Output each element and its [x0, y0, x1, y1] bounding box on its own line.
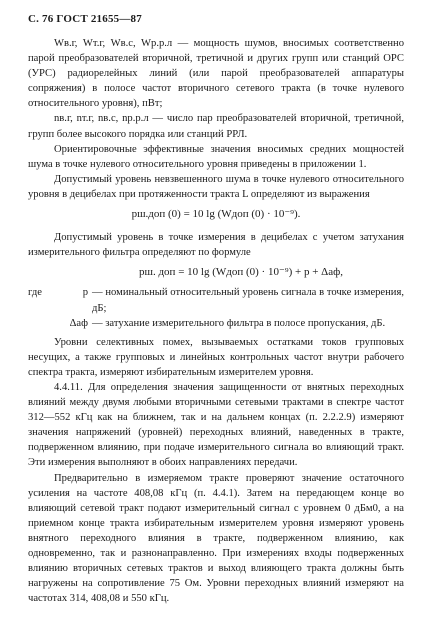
paragraph-converter-count-definition: nв.г, nт.г, nв.с, nр.р.л — число пар преобразователей вторичной, третичной, групп более высокого порядка или станций РРЛ. [28, 113, 404, 140]
where-definition-p: — номинальный относительный уровень сигнала в точке измерения, дБ; [92, 287, 404, 314]
paragraph-4-4-11: 4.4.11. Для определения значения защищенности от внятных переходных влияний между двумя любыми вторичными сетевыми трактами в спектре частот 312—552 кГц как на ближнем, так и на дальнем концах (п. 2.2.2.9) измеряют значения напряжений (уровней) переходных влияний, наведенных в тракте, подверженном влиянию, при подаче измерительного сигнала во влияющий тракт. Эти измерения выполняют в обоих направлениях передачи. [28, 381, 404, 469]
paragraph-approximate-values: Ориентировочные эффективные значения вносимых средних мощностей шума в точке нулевого относительного уровня приведены в приложении 1. [28, 143, 404, 170]
formula-allowed-noise: pш.доп (0) = 10 lg (Wдоп (0) · 10⁻⁹). [131, 208, 301, 221]
paragraph-allowed-noise-level: Допустимый уровень невзвешенного шума в точке нулевого относительного уровня в децибелах при протяженности тракта L определяют из выражения [28, 173, 404, 200]
where-label: где [28, 287, 42, 299]
page-header: С. 76 ГОСТ 21655—87 [28, 13, 142, 25]
where-clause-p [28, 285, 404, 315]
paragraph-preliminary-check: Предварительно в измеряемом тракте проверяют значение остаточного усиления на частоте 408,08 кГц (п. 4.4.1). Затем на передающем конце во влияющий сетевой тракт подают измерительный сигнал с уровнем 0 дБм0, а на приемном конце тракта избирательным измерителем уровня измеряют уровень внятного переходного влияния в тракте, подверженном влиянию, как одновременно, так и разнонаправленно. При измерениях входы подверженных влиянию вторичных сетевых трактов и выход влияющего тракта должны быть нагружены на сопротивление 75 Ом. Уровни переходных влияний измеряют на частотах 314, 408,08 и 550 кГц. [28, 472, 404, 605]
where-symbol-delta-a: Δaф [69, 317, 88, 329]
formula-measurement-level: pш. доп = 10 lg (Wдоп (0) · 10⁻⁹) + p + Δaф, [138, 266, 344, 279]
where-clause-delta-a [28, 316, 404, 331]
where-symbol-p: p [82, 287, 88, 299]
paragraph-noise-power-definition: Wв.г, Wт.г, Wв.с, Wр.р.л — мощность шумов, вносимых соответственно парой преобразователей вторичной, третичной и других групп или станций ОРС (УРС) радиорелейных линий (или парой преобразователей аппаратуры сопряжения) в полосе частот вторичного сетевого тракта (в точке нулевого относительного уровня), пВт; [28, 38, 404, 110]
paragraph-selective-interference: Уровни селективных помех, вызываемых остатками токов групповых несущих, а также групповых и линейных контрольных частот внутри рабочего спектра тракта, измеряют избирательным измерителем уровня. [28, 336, 404, 378]
paragraph-measurement-level: Допустимый уровень в точке измерения в децибелах с учетом затухания измерительного фильтра определяют по формуле [28, 232, 404, 259]
where-definition-delta-a: — затухание измерительного фильтра в полосе пропускания, дБ. [92, 317, 386, 329]
document-body [28, 36, 404, 606]
